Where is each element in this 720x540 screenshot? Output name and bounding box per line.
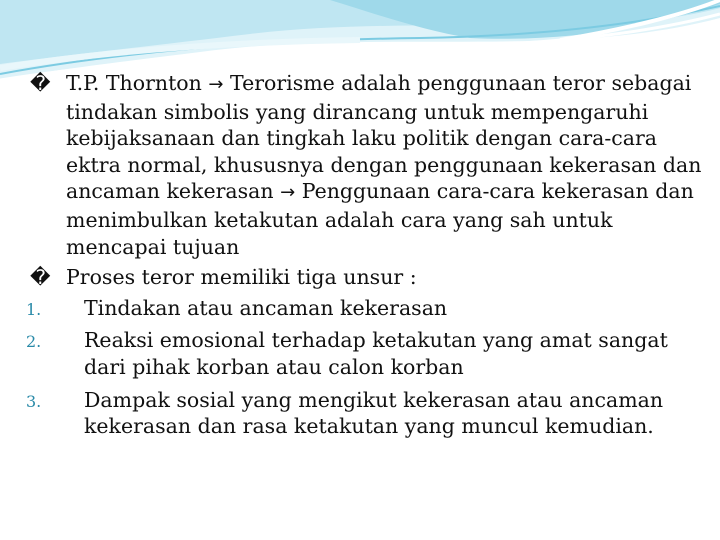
list-item-text: Reaksi emosional terhadap ketakutan yang amat sangat dari pihak korban atau calon korban — [84, 328, 668, 379]
list-number: 2. — [26, 332, 42, 352]
bullet-glyph-icon: � — [30, 265, 51, 290]
arrow-right-icon: → — [280, 182, 296, 204]
bullet-glyph-icon: � — [30, 71, 51, 95]
list-item — [26, 295, 706, 322]
definition-lead: T.P. Thornton — [66, 71, 209, 95]
list-number: 3. — [26, 391, 42, 411]
list-item-text: Tindakan atau ancaman kekerasan — [84, 295, 448, 320]
definition-end: Penggunaan cara-cara kekerasan dan menimbulkan ketakutan adalah cara yang sah untuk mencapai tujuan — [66, 179, 694, 259]
list-number: 1. — [26, 299, 42, 319]
definition-mid: Terorisme adalah penggunaan teror sebagai tindakan simbolis yang dirancang untuk mempengaruhi kebijaksanaan dan tingkah laku politik dengan cara-cara ektra normal, khususnya dengan penggunaan kekerasan dan ancaman kekerasan — [66, 71, 702, 204]
paragraph-thornton-definition — [26, 70, 706, 260]
paragraph-proses-teror — [26, 264, 706, 291]
proses-teror-text: Proses teror memiliki tiga unsur : — [66, 265, 417, 290]
arrow-right-icon: → — [208, 74, 224, 95]
slide-body — [26, 70, 706, 446]
list-item — [26, 327, 706, 380]
list-item — [26, 387, 706, 440]
list-item-text: Dampak sosial yang mengikut kekerasan atau ancaman kekerasan dan rasa ketakutan yang muncul kemudian. — [84, 387, 664, 439]
